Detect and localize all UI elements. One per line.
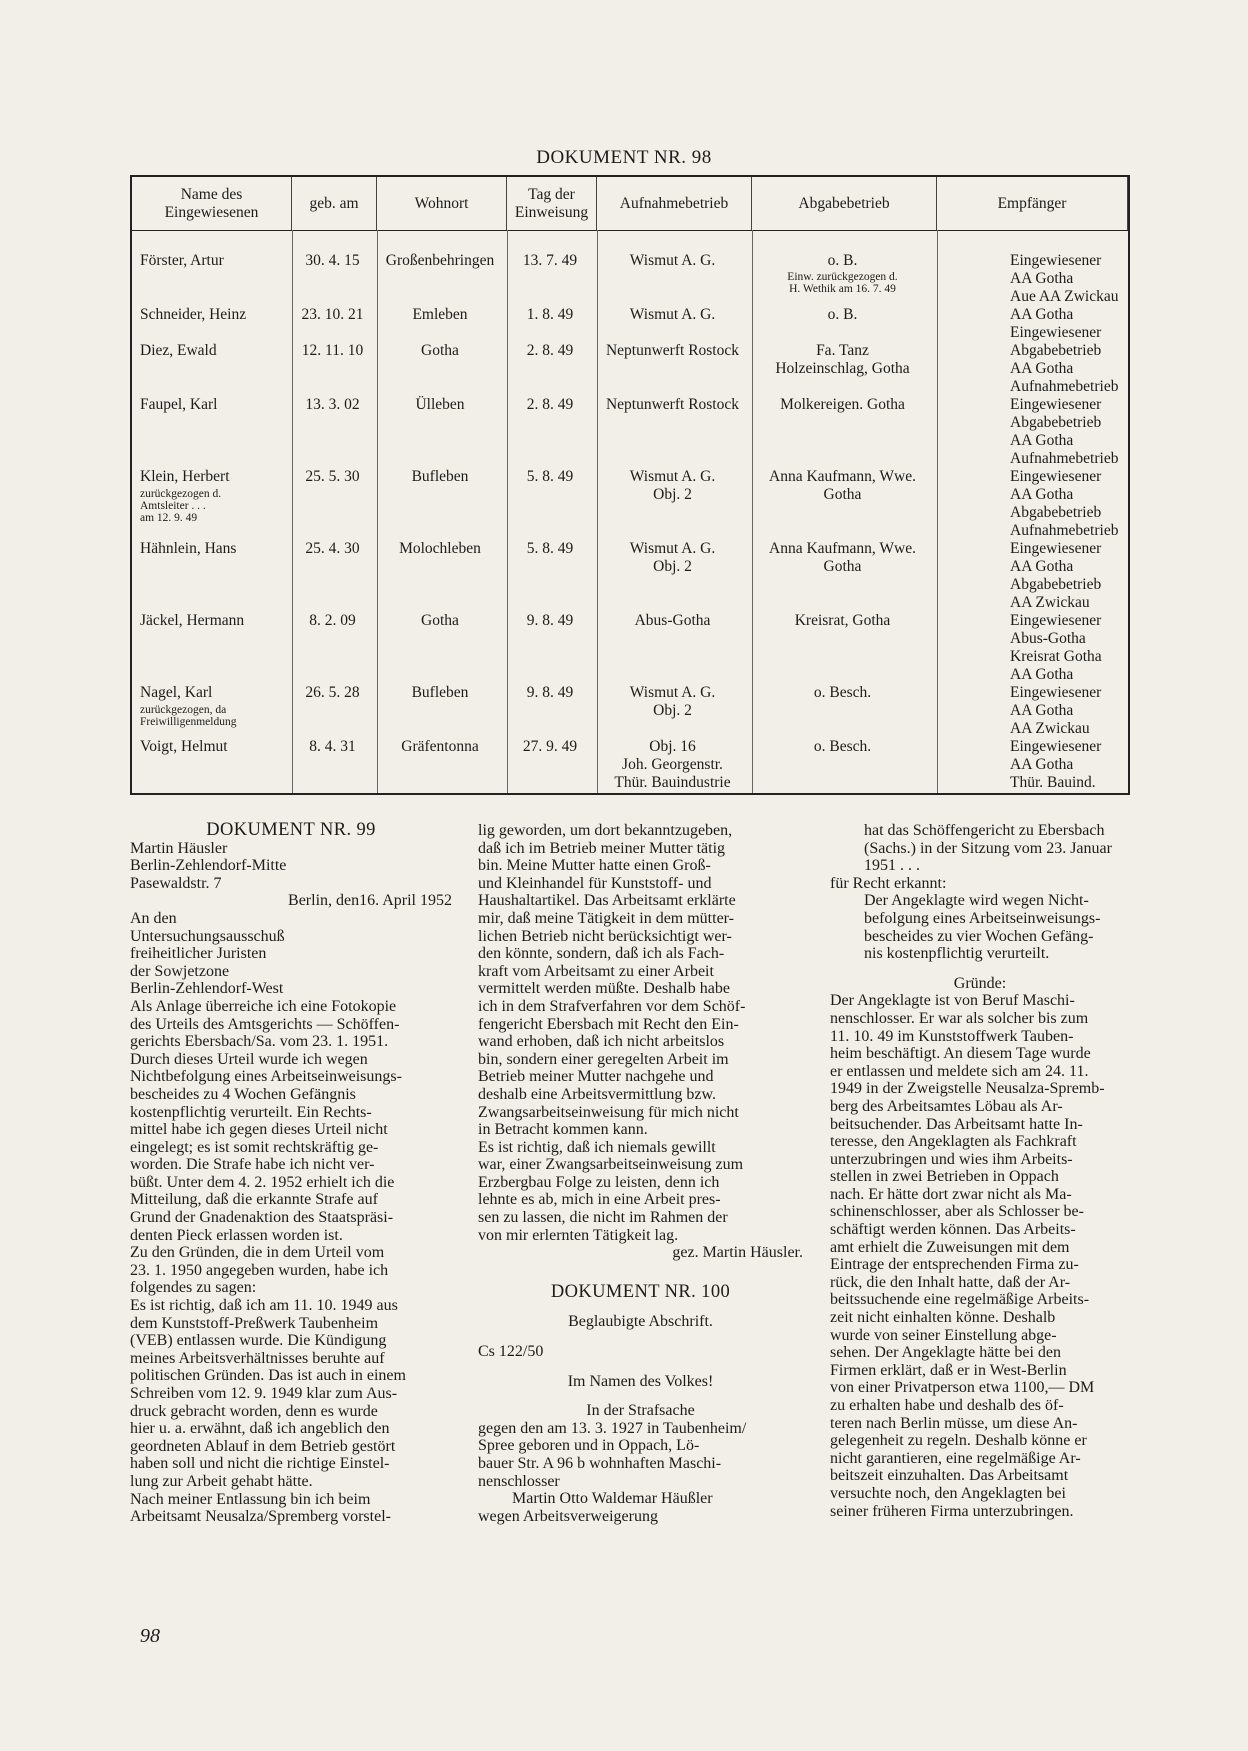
cell-born: 12. 11. 10 (301, 342, 364, 359)
recipient-column (1010, 252, 1118, 792)
cell-name: Schneider, Heinz (140, 306, 247, 323)
text-line: lung zur Arbeit gehabt hätte. (130, 1472, 313, 1490)
cell-recipient: AA Gotha (1010, 558, 1074, 575)
text-line: Zwangsarbeitseinweisung für mich nicht (478, 1103, 739, 1121)
cell-recipient: Eingewiesener (1010, 468, 1102, 485)
cell-residence: Emleben (412, 306, 468, 323)
text-line: bescheides zu 4 Wochen Gefängnis (130, 1085, 356, 1103)
cell-name: Jäckel, Hermann (140, 612, 245, 629)
text-line: zeit nicht einhalten könne. Deshalb (830, 1309, 1056, 1327)
text-line: teresse, den Angeklagten als Fachkraft (830, 1133, 1077, 1151)
cell-releasing-company: Kreisrat, Gotha (794, 612, 891, 629)
cell-recipient: Abgabebetrieb (1010, 504, 1102, 521)
text-line: eingelegt; es ist somit rechtskräftig ge- (130, 1138, 379, 1156)
text-line: Der Angeklagte ist von Beruf Maschi- (830, 992, 1075, 1010)
text-line: Beglaubigte Abschrift. (568, 1313, 713, 1331)
text-line: bauer Str. A 96 b wohnhaften Maschi- (478, 1455, 722, 1472)
column-divider (937, 230, 938, 793)
text-line: er entlassen und meldete sich am 24. 11. (830, 1062, 1089, 1080)
cell-receiving-company: Joh. Georgenstr. (622, 756, 723, 773)
cell-name-note: zurückgezogen, da (140, 704, 227, 716)
cell-releasing-company: Molkereigen. Gotha (780, 396, 905, 413)
cell-name: Voigt, Helmut (140, 738, 228, 755)
text-line: lichen Betrieb nicht berücksichtigt wer- (478, 927, 732, 945)
header-name: Name des Eingewiesenen (132, 177, 292, 230)
cell-name-note: Amtsleiter . . . (140, 500, 206, 512)
text-line: bin. Meine Mutter hatte einen Groß- (478, 857, 711, 875)
cell-recipient: AA Gotha (1010, 432, 1074, 449)
cell-receiving-company: Obj. 2 (653, 702, 692, 719)
text-line: Nichtbefolgung eines Arbeitseinweisungs- (130, 1068, 402, 1086)
text-line: hat das Schöffengericht zu Ebersbach (864, 822, 1105, 839)
cell-name-note: am 12. 9. 49 (140, 512, 198, 524)
text-line: Cs 122/50 (478, 1343, 544, 1361)
text-line: Der Angeklagte wird wegen Nicht- (864, 892, 1089, 910)
cell-recipient: AA Zwickau (1010, 720, 1090, 737)
cell-releasing-company: Anna Kaufmann, Wwe. (769, 468, 916, 485)
text-line: kraft vom Arbeitsamt zu einer Arbeit (478, 962, 714, 980)
cell-recipient: Aufnahmebetrieb (1010, 450, 1119, 467)
text-line: worden. Die Strafe habe ich nicht ver- (130, 1156, 375, 1174)
cell-name: Hähnlein, Hans (140, 540, 237, 557)
cell-recipient: Eingewiesener (1010, 540, 1102, 557)
cell-recipient: AA Gotha (1010, 702, 1074, 719)
text-column-1 (130, 822, 452, 1526)
cell-releasing-company: Anna Kaufmann, Wwe. (769, 540, 916, 557)
cell-recipient: Abgabebetrieb (1010, 414, 1102, 431)
cell-residence: Gotha (421, 342, 459, 359)
cell-releasing-company: Holzeinschlag, Gotha (775, 360, 910, 377)
cell-born: 13. 3. 02 (305, 396, 360, 413)
text-line (478, 1301, 803, 1313)
text-line (830, 963, 1130, 975)
cell-residence: Gotha (421, 612, 459, 629)
text-line: freiheitlicher Juristen (130, 945, 267, 963)
text-line: den könnte, sondern, daß ich als Fach- (478, 945, 725, 963)
text-line: wand erhoben, daß ich nicht arbeitslos (478, 1033, 725, 1051)
text-column-3 (830, 822, 1130, 1520)
cell-name: Nagel, Karl (140, 684, 213, 701)
cell-residence: Bufleben (411, 468, 469, 485)
cell-born: 26. 5. 28 (305, 684, 360, 701)
text-line: haben soll und nicht die richtige Einstel- (130, 1455, 390, 1473)
text-line: Pasewaldstr. 7 (130, 874, 222, 892)
text-line: mittel habe ich gegen dieses Urteil nicht (130, 1121, 388, 1139)
cell-recipient: Thür. Bauind. (1010, 774, 1096, 791)
text-line: (Sachs.) in der Sitzung vom 23. Januar (864, 839, 1112, 857)
text-line: von mir erlernten Tätigkeit lag. (478, 1226, 679, 1244)
header-releasing-company: Abgabebetrieb (752, 177, 937, 230)
cell-receiving-company: Obj. 2 (653, 558, 692, 575)
text-line: bescheides zu vier Wochen Gefäng- (864, 927, 1094, 945)
text-line: sen zu lassen, die nicht im Rahmen der (478, 1209, 728, 1227)
cell-recipient: Aufnahmebetrieb (1010, 522, 1119, 539)
cell-receiving-company: Neptunwerft Rostock (605, 396, 739, 413)
text-line: beitszeit einzuhalten. Das Arbeitsamt (830, 1467, 1069, 1485)
header-divider (132, 230, 1128, 231)
text-line: büßt. Unter dem 4. 2. 1952 erhielt ich die (130, 1173, 395, 1191)
text-line: mir, daß meine Tätigkeit in dem mütter- (478, 909, 735, 927)
cell-assignment-day: 5. 8. 49 (526, 468, 574, 485)
cell-releasing-company: o. B. (827, 252, 858, 269)
cell-recipient: Eingewiesener (1010, 684, 1102, 701)
header-residence: Wohnort (377, 177, 507, 230)
cell-assignment-day: 9. 8. 49 (526, 612, 574, 629)
cell-assignment-day: 13. 7. 49 (522, 252, 578, 269)
text-line: vermittelt werden müßte. Deshalb habe (478, 980, 730, 998)
cell-name: Faupel, Karl (140, 396, 218, 413)
cell-recipient: Abgabebetrieb (1010, 576, 1102, 593)
text-line: befolgung eines Arbeitseinweisungs- (864, 909, 1101, 927)
text-line: lig geworden, um dort bekanntzugeben, (478, 822, 733, 839)
cell-born: 23. 10. 21 (301, 306, 364, 323)
text-line: Es ist richtig, daß ich niemals gewillt (478, 1138, 716, 1156)
cell-recipient: Abus-Gotha (1010, 630, 1086, 647)
cell-recipient: AA Zwickau (1010, 594, 1090, 611)
cell-born: 8. 2. 09 (309, 612, 356, 629)
text-line: geordneten Ablauf in dem Betrieb gestört (130, 1437, 396, 1455)
cell-releasing-note: H. Wethik am 16. 7. 49 (789, 283, 896, 295)
text-line: nenschlosser. Er war als solcher bis zum (830, 1009, 1089, 1027)
cell-releasing-company: Fa. Tanz (816, 342, 869, 359)
text-line: seiner früheren Firma unterzubringen. (830, 1502, 1074, 1520)
text-line: und Kleinhandel für Kunststoff- und (478, 874, 712, 892)
header-recipient: Empfänger (937, 177, 1128, 230)
text-line: (VEB) entlassen wurde. Die Kündigung (130, 1332, 387, 1350)
text-line: kostenpflichtig verurteilt. Ein Rechts- (130, 1103, 372, 1121)
text-line: schäftigt werden können. Das Arbeits- (830, 1221, 1076, 1239)
cell-recipient: Eingewiesener (1010, 252, 1102, 269)
text-line: lehnte es ab, mich in eine Arbeit pres- (478, 1191, 721, 1209)
text-line: An den (130, 909, 177, 927)
text-line: Berlin-Zehlendorf-Mitte (130, 857, 287, 875)
text-line: Eintrage der entsprechenden Firma zu- (830, 1256, 1079, 1274)
text-line: denten Pieck erlassen worden ist. (130, 1226, 343, 1244)
text-line: Gründe: (953, 974, 1007, 992)
document-heading: DOKUMENT NR. 100 (550, 1281, 731, 1302)
text-line: nach. Er hätte dort zwar nicht als Ma- (830, 1185, 1072, 1203)
text-line: Spree geboren und in Oppach, Lö- (478, 1437, 700, 1455)
cell-recipient: Abgabebetrieb (1010, 342, 1102, 359)
text-line: dem Kunststoff-Preßwerk Taubenheim (130, 1314, 379, 1332)
cell-recipient: Eingewiesener (1010, 612, 1102, 629)
text-line: Berlin-Zehlendorf-West (130, 980, 284, 998)
cell-receiving-company: Obj. 16 (649, 738, 696, 755)
cell-recipient: Eingewiesener (1010, 738, 1102, 755)
text-line: stellen in zwei Betrieben in Oppach (830, 1168, 1059, 1186)
text-line: Martin Otto Waldemar Häußler (512, 1490, 713, 1508)
text-line (478, 1390, 803, 1402)
cell-assignment-day: 1. 8. 49 (526, 306, 574, 323)
text-line: für Recht erkannt: (830, 874, 947, 892)
text-line: Durch dieses Urteil wurde ich wegen (130, 1050, 368, 1068)
text-line: rück, die den Inhalt hatte, daß der Ar- (830, 1273, 1071, 1291)
text-line: heim beschäftigt. An diesem Tage wurde (830, 1045, 1091, 1063)
cell-name-note: Freiwilligenmeldung (140, 716, 237, 728)
cell-recipient: AA Gotha (1010, 666, 1074, 683)
cell-residence: Gräfentonna (401, 738, 479, 755)
cell-born: 8. 4. 31 (309, 738, 356, 755)
text-line: zu erhalten habe und deshalb des öf- (830, 1397, 1064, 1414)
text-line: 1949 in der Zweigstelle Neusalza-Spremb- (830, 1080, 1105, 1098)
text-line: ich in dem Strafverfahren vor dem Schöf- (478, 997, 746, 1015)
text-line: beitssuchende eine regelmäßige Arbeits- (830, 1291, 1090, 1309)
cell-assignment-day: 5. 8. 49 (526, 540, 574, 557)
cell-recipient: Eingewiesener (1010, 396, 1102, 413)
text-line: des Urteils des Amtsgerichts — Schöffen- (130, 1015, 400, 1033)
document-heading: DOKUMENT NR. 99 (206, 820, 376, 840)
cell-releasing-company: Gotha (823, 558, 862, 575)
text-line: der Sowjetzone (130, 962, 230, 980)
text-line: Arbeitsamt Neusalza/Spremberg vorstel- (130, 1508, 391, 1526)
cell-recipient: AA Gotha (1010, 306, 1074, 323)
text-line: gelegenheit zu regeln. Deshalb könne er (830, 1432, 1087, 1450)
text-line: daß ich im Betrieb meiner Mutter tätig (478, 839, 726, 857)
text-line: bin, sondern einer geregelten Arbeit im (478, 1050, 729, 1068)
cell-assignment-day: 2. 8. 49 (526, 342, 574, 359)
text-line: berg des Arbeitsamtes Löbau als Ar- (830, 1097, 1063, 1115)
cell-recipient: Eingewiesener (1010, 324, 1102, 341)
text-line: meines Arbeitsverhältnisses beruhte auf (130, 1349, 385, 1367)
cell-born: 25. 5. 30 (305, 468, 360, 485)
text-line: teren nach Berlin müsse, um diese An- (830, 1414, 1078, 1432)
cell-residence: Großenbehringen (385, 252, 495, 269)
cell-recipient: AA Gotha (1010, 360, 1074, 377)
text-line: Zu den Gründen, die in dem Urteil vom (130, 1244, 385, 1262)
text-line: gerichts Ebersbach/Sa. vom 23. 1. 1951. (130, 1033, 389, 1051)
text-line: unterzubringen und wies ihm Arbeits- (830, 1150, 1073, 1168)
cell-receiving-company: Abus-Gotha (634, 612, 711, 629)
cell-name: Klein, Herbert (140, 468, 230, 485)
header-assignment-day: Tag der Einweisung (507, 177, 597, 230)
text-line: 11. 10. 49 im Kunststoffwerk Tauben- (830, 1027, 1074, 1045)
cell-assignment-day: 9. 8. 49 (526, 684, 574, 701)
text-line: 23. 1. 1950 angegeben wurden, habe ich (130, 1261, 389, 1279)
text-line: in Betracht kommen kann. (478, 1121, 648, 1139)
text-line: schinenschlosser, aber als Schlosser be- (830, 1203, 1084, 1221)
text-line: politischen Gründen. Das ist auch in einem (130, 1367, 406, 1385)
text-line: Erzbergbau Folge zu leisten, denn ich (478, 1173, 720, 1191)
cell-recipient: Kreisrat Gotha (1010, 648, 1102, 665)
text-line: Betrieb meiner Mutter nachgehe und (478, 1068, 714, 1086)
text-line: deshalb eine Arbeitsvermittlung bzw. (478, 1085, 717, 1103)
text-line: hier u. a. erwähnt, daß ich angeblich den (130, 1420, 390, 1438)
text-line: Es ist richtig, daß ich am 11. 10. 1949 aus (130, 1297, 398, 1315)
text-line (478, 1361, 803, 1373)
text-line: Mitteilung, daß die erkannte Strafe auf (130, 1191, 378, 1209)
text-line: Haushaltartikel. Das Arbeitsamt erklärte (478, 892, 736, 910)
cell-name: Diez, Ewald (140, 342, 217, 359)
cell-receiving-company: Wismut A. G. (629, 684, 716, 701)
text-line: Als Anlage überreiche ich eine Fotokopie (130, 997, 397, 1015)
cell-residence: Molochleben (399, 540, 481, 557)
text-line: Firmen erklärt, daß er in West-Berlin (830, 1361, 1067, 1379)
cell-born: 30. 4. 15 (305, 252, 360, 269)
text-line: gegen den am 13. 3. 1927 in Taubenheim/ (478, 1419, 747, 1437)
document-98-title: DOKUMENT NR. 98 (536, 147, 712, 168)
text-line: wegen Arbeitsverweigerung (478, 1507, 658, 1525)
text-line: Berlin, den16. April 1952 (288, 892, 452, 910)
cell-releasing-company: Gotha (823, 486, 862, 503)
text-line: gez. Martin Häusler. (672, 1244, 803, 1262)
cell-recipient: AA Gotha (1010, 486, 1074, 503)
text-line: nicht garantieren, eine regelmäßige Ar- (830, 1449, 1081, 1467)
text-column-2 (478, 822, 803, 1525)
text-line: nis kostenpflichtig verurteilt. (864, 945, 1050, 963)
text-line: Schreiben vom 12. 9. 1949 klar zum Aus- (130, 1385, 398, 1402)
cell-residence: Ülleben (415, 396, 465, 413)
cell-receiving-company: Obj. 2 (653, 486, 692, 503)
text-line: In der Strafsache (586, 1402, 695, 1420)
text-line: Nach meiner Entlassung bin ich beim (130, 1490, 371, 1508)
text-line: druck gebracht worden, denn es wurde (130, 1402, 378, 1420)
text-line: wurde von seiner Einstellung abge- (830, 1326, 1057, 1344)
text-line: Im Namen des Volkes! (567, 1372, 714, 1390)
cell-residence: Bufleben (411, 684, 469, 701)
text-line: amt erhielt die Zuweisungen mit dem (830, 1238, 1070, 1256)
cell-name-note: zurückgezogen d. (140, 488, 222, 500)
cell-assignment-day: 27. 9. 49 (522, 738, 578, 755)
text-line (478, 1331, 803, 1343)
cell-born: 25. 4. 30 (305, 540, 360, 557)
text-line: beitsuchender. Das Arbeitsamt hatte In- (830, 1115, 1083, 1133)
text-line: Martin Häusler (130, 839, 228, 857)
header-receiving-company: Aufnahmebetrieb (597, 177, 752, 230)
cell-receiving-company: Wismut A. G. (629, 540, 716, 557)
cell-releasing-company: o. Besch. (813, 738, 872, 755)
text-line: nenschlosser (478, 1472, 560, 1490)
text-line: fengericht Ebersbach mit Recht den Ein- (478, 1015, 739, 1033)
cell-recipient: Aufnahmebetrieb (1010, 378, 1119, 395)
cell-name: Förster, Artur (140, 252, 224, 269)
cell-releasing-company: o. B. (827, 306, 858, 323)
page-number: 98 (140, 1625, 160, 1647)
cell-receiving-company: Neptunwerft Rostock (605, 342, 739, 359)
cell-receiving-company: Wismut A. G. (629, 306, 716, 323)
text-line: Untersuchungsausschuß (130, 927, 285, 945)
cell-recipient: Aue AA Zwickau (1010, 288, 1119, 305)
text-line (478, 1262, 803, 1284)
cell-receiving-company: Thür. Bauindustrie (614, 774, 731, 791)
text-line: versuchte noch, den Angeklagten bei (830, 1484, 1066, 1502)
text-line: von einer Privatperson etwa 1100,— DM (830, 1379, 1095, 1397)
cell-releasing-note: Einw. zurückgezogen d. (787, 271, 898, 283)
text-line: 1951 . . . (864, 857, 920, 875)
text-line: war, einer Zwangsarbeitseinweisung zum (478, 1156, 744, 1174)
cell-assignment-day: 2. 8. 49 (526, 396, 574, 413)
cell-receiving-company: Wismut A. G. (629, 252, 716, 269)
cell-releasing-company: o. Besch. (813, 684, 872, 701)
cell-receiving-company: Wismut A. G. (629, 468, 716, 485)
text-line: sehen. Der Angeklagte hätte bei den (830, 1344, 1062, 1362)
cell-recipient: AA Gotha (1010, 756, 1074, 773)
header-born: geb. am (292, 177, 377, 230)
cell-recipient: AA Gotha (1010, 270, 1074, 287)
text-line: Grund der Gnadenaktion des Staatspräsi- (130, 1209, 394, 1227)
text-line: folgendes zu sagen: (130, 1279, 257, 1297)
